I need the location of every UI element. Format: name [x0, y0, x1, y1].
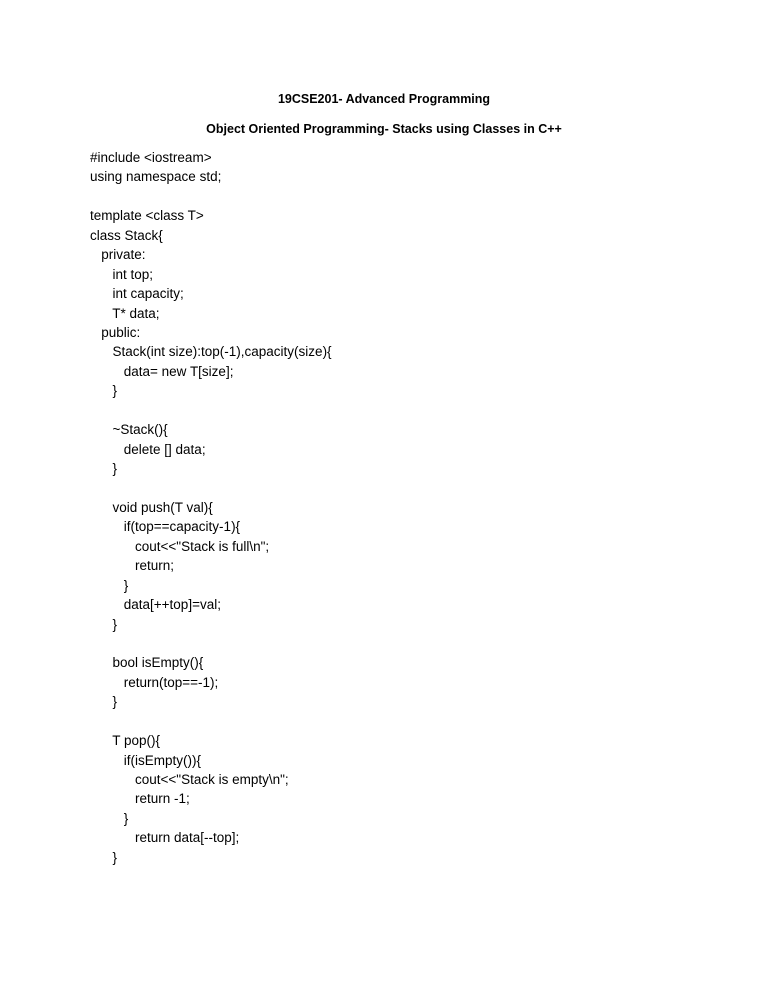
code-line: class Stack{ — [90, 227, 163, 243]
code-line: private: — [90, 247, 146, 263]
code-line: } — [90, 616, 118, 632]
code-line: } — [90, 577, 129, 593]
code-line: return -1; — [90, 791, 190, 807]
code-line: return data[--top]; — [90, 830, 240, 846]
document-subtitle: Object Oriented Programming- Stacks using Classes in C++ — [206, 122, 562, 136]
code-line: void push(T val){ — [90, 499, 213, 515]
code-line: using namespace std; — [90, 169, 222, 185]
code-line: data[++top]=val; — [90, 597, 221, 613]
code-line: #include <iostream> — [90, 150, 212, 165]
code-line: public: — [90, 324, 141, 340]
code-line: template <class T> — [90, 208, 204, 224]
code-line: } — [90, 810, 129, 826]
code-line: bool isEmpty(){ — [90, 655, 204, 671]
code-line: return(top==-1); — [90, 674, 219, 690]
code-line: T* data; — [90, 305, 160, 321]
code-line — [90, 478, 750, 497]
code-line: int capacity; — [90, 286, 184, 302]
code-line: return; — [90, 558, 175, 574]
code-line: delete [] data; — [90, 441, 206, 457]
code-listing — [90, 148, 750, 867]
code-line: } — [90, 849, 118, 865]
code-line: int top; — [90, 266, 154, 282]
code-line — [90, 187, 750, 206]
code-line: if(top==capacity-1){ — [90, 519, 241, 535]
code-line — [90, 634, 750, 653]
code-line: Stack(int size):top(-1),capacity(size){ — [90, 344, 332, 360]
code-line: cout<<"Stack is full\n"; — [90, 538, 270, 554]
code-line: if(isEmpty()){ — [90, 752, 202, 768]
code-line: cout<<"Stack is empty\n"; — [90, 772, 289, 787]
code-line: } — [90, 383, 118, 399]
course-title: 19CSE201- Advanced Programming — [277, 92, 491, 106]
code-line: ~Stack(){ — [90, 422, 168, 438]
code-line — [90, 712, 750, 731]
code-line: data= new T[size]; — [90, 363, 234, 379]
code-line: } — [90, 461, 118, 476]
code-line: } — [90, 694, 118, 710]
code-line — [90, 401, 750, 420]
code-line: T pop(){ — [90, 733, 161, 749]
